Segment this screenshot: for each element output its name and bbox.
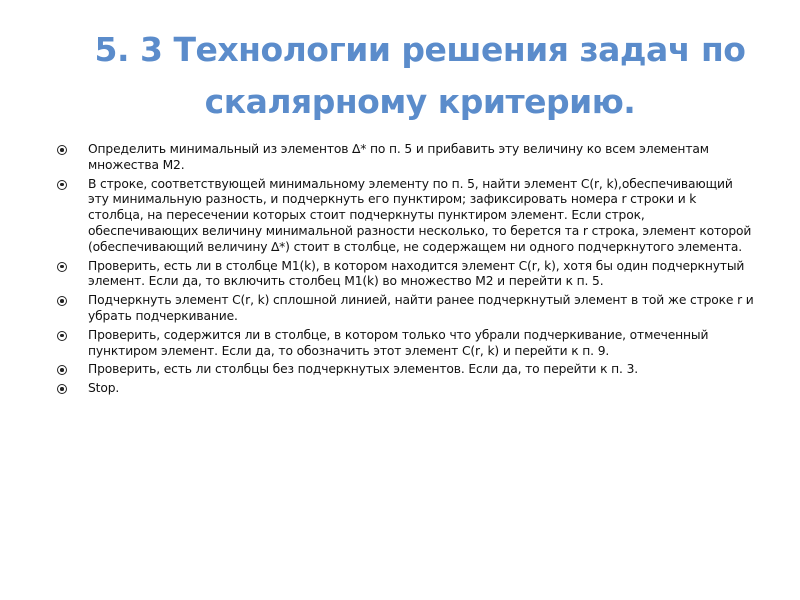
bullet-text: Проверить, есть ли в столбце М1(k), в котором находится элемент С(r, k), хотя бы один подчеркнутый элемент. Если да, то включить столбец М1(k) во множество М2 и перейти к п. 5.: [88, 258, 745, 289]
bullet-text: Проверить, есть ли столбцы без подчеркнутых элементов. Если да, то перейти к п. 3.: [88, 362, 639, 377]
circle-dot-icon: [57, 180, 67, 190]
circle-dot-icon: [57, 296, 67, 306]
bullet-item: [55, 328, 755, 360]
bullet-item: [55, 142, 755, 174]
bullet-list: [55, 142, 755, 400]
bullet-item: [55, 293, 755, 325]
bullet-text: Stop.: [88, 381, 120, 396]
bullet-text: Проверить, содержится ли в столбце, в котором только что убрали подчеркивание, отмеченный пунктиром элемент. Если да, то обозначить этот элемент С(r, k) и перейти к п. 9.: [88, 327, 709, 358]
bullet-text: В строке, соответствующей минимальному элементу по п. 5, найти элемент С(r, k),обеспечивающий эту минимальную разность, и подчеркнуть его пунктиром; зафиксировать номера r строки и k столбца, на пересечении которых стоит подчеркнуты пунктиром элемент. Если строк, обеспечивающих величину минимальной разности несколько, то берется та r строка, элемент которой (обеспечивающий величину ∆*) стоит в столбце, не содержащем ни одного подчеркнутого элемента.: [88, 176, 752, 254]
bullet-text: Подчеркнуть элемент С(r, k) сплошной линией, найти ранее подчеркнутый элемент в той же строке r и убрать подчеркивание.: [88, 293, 754, 323]
circle-dot-icon: [57, 331, 67, 341]
slide-title: 5. 3 Технологии решения задач по скалярному критерию.: [94, 30, 746, 121]
circle-dot-icon: [57, 145, 67, 155]
bullet-item: [55, 362, 755, 378]
circle-dot-icon: [57, 262, 67, 272]
bullet-item: [55, 259, 755, 291]
bullet-item: [55, 381, 755, 397]
bullet-item: [55, 177, 755, 256]
circle-dot-icon: [57, 384, 67, 394]
bullet-text: Определить минимальный из элементов ∆* по п. 5 и прибавить эту величину ко всем элементам множества М2.: [88, 142, 709, 172]
circle-dot-icon: [57, 365, 67, 375]
